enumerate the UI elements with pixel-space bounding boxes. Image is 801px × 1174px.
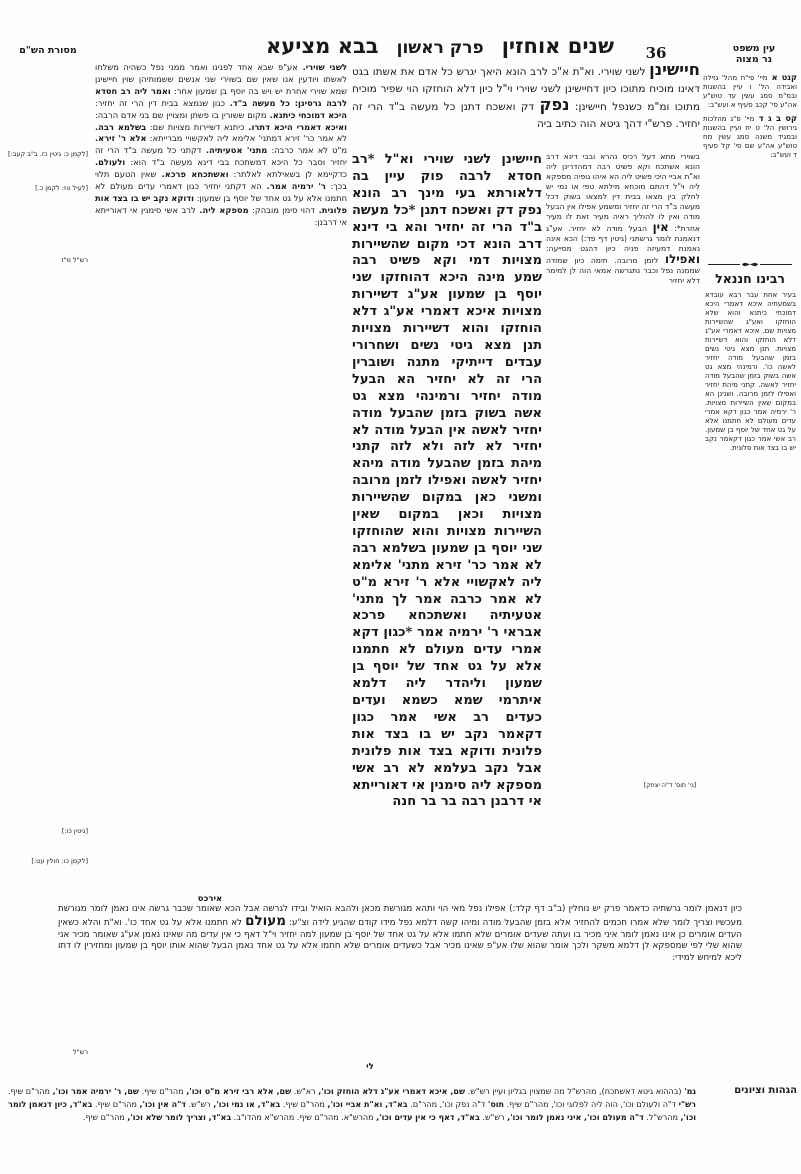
- ein-mishpat-header-label: [716, 43, 792, 65]
- masoret-note: [גיטין כו:]: [61, 827, 88, 835]
- hagahot-vetziyunim-label: הגהות וציונים: [734, 1085, 797, 1096]
- tosafot-catchword: לי: [366, 1062, 374, 1072]
- gutter-girsa-note: [גי' תוס' ד"ה יצחק]: [643, 782, 697, 789]
- perek-name-title: שנים אוחזין: [501, 33, 614, 58]
- perek-number-title: פרק ראשון: [396, 38, 484, 58]
- tosafot-col: בשוירי מתא דעל רכיס נהרא ובבי דינא דרב הונא אשתכח וקא פשיט רבה דמהדרינן ליה וא"ת אביי היכי פשיט ליה הא איהו גופיה מספקא ליה וי"ל דהתם מוכחא מילתא טפי או נמי יש לחלק בין מצאו בבית דין למצאו בשוק דכל מעשה ב"ד הרי זה יחזיר ומשמע אפילו אין הבעל מודה ואין לו להוליך ראיה מעיר זאת לו מעיר אחרת*: אין הבעל מודה לא יחזיר. אע"ג דנאמנת לומר גרשתני (גיטין דף פד:) הכא אינה נאמנת דמעיזה פניה כיון דהגט מסייעה: ואפילו לזמן מרובה. תימה כיון שמודה שממנה נפל וכבר נתגרשה אמאי הוה לן למימר דלא יחזיר: [546, 152, 700, 285]
- ein-mishpat-header-line2: נר מצוה: [735, 54, 773, 65]
- masoret-note: רש"ל: [73, 1048, 88, 1056]
- masechet-title: בבא מציעא: [266, 33, 379, 58]
- masoret-note: [לקמן כו: חולין עט:]: [31, 857, 88, 865]
- tosafot-wide: כיון דנאמן לומר גרשתיה כדאמר פרק יש נוחלין (ב"ב דף קלד:) אפילו נפל מאי הוי ותהא מגורשת מכאן ולהבא הואיל ובידו לגרשה אבל הכא שאומר שכבר גרשה אינו נאמן לומר מגורשת מעכשיו וצריך לומר שלא אמרו חכמים להחזיר אלא בזמן שהבעל מודה ומיהו קשה דלמא נפל מידו קודם שהגיע לידה וצ"ע: מעולם לא חתמנו אלא על גט אחד כו'. וא"ת והלא כשאין העדים אומרים כן אינו נאמן לומר איני מכיר בו ועתה שעדים אומרים שלא חתמו אלא על גט אחד של יוסף בן שמעון למה יחזיר וי"ל דאף כי אין עדים מה שאינו נאמן אע"ג שאומר מכיר אני שהוא שלי לפי שמספקא לן דלמא משקר ולכך אומר שהוא שלו אע"פ שאינו מכיר אבל כשעדים אומרים שלא חתמו אלא על גט אחד נאמן הבעל שהוא אותו יוסף בן שמעון ומחזירין לו דתו ליכא למיחש למידי:: [58, 904, 742, 964]
- ornament-divider-icon: [706, 256, 794, 269]
- masoret-note: רש"ל מ"ז: [61, 256, 88, 264]
- rabbeinu-chananel-title: רבינו חננאל: [715, 271, 785, 286]
- ein-mishpat-header-line1: עין משפט: [732, 43, 776, 54]
- masoret-note: [לקמן כ: גיטין כז. ב"ב קעב:]: [8, 150, 88, 158]
- rashi-column: לשני שוירי. אע"פ שבא אחד לפנינו ואמר ממני נפל כשהיה משלחו לאשתו ויודעין אנו שאין שם בשוירי שני אנשים ששמותיהן שוין חיישינן שמא שוירי אחרת יש ויש בה יוסף בן שמעון אחר: ואמר ליה רב חסדא לרבה גרסינן: כל מעשה ב"ד. כגון שנמצא בבית דין הרי זה יחזיר: היכא דמוכחי כיתנא. מקום ששורין בו פשתן ומצויין שם בני אדם הרבה: ואיכא דאמרי היכא דתרו. כיתנא דשיירות מצויות שם: בשלמא רבה. לא אמר כר' זירא דמתני' אלימא ליה לאקשויי מברייתא: אלא ר' זירא. מ"ט לא אמר כרבה: מתני' אטעיתיה. דקתני כל מעשה ב"ד הרי זה יחזיר וסבר כל היכא דמשתכח בבי דינא מעשה ב"ד הוא: ולעולם. כדקיימא לן בשאילתא לאלתר: ואשתכחא פרכא. שאין הטעם תלוי בכך: ר' ירמיה אמר. הא דקתני יחזיר כגון דאמרי עדים מעולם לא חתמנו אלא על גט אחד של יוסף בן שמעון: ודוקא נקב יש בו בצד אות פלונית. דהוי סימן מובהק: מספקא ליה. לרב אשי סימנין אי דאורייתא אי דרבנן:: [95, 62, 347, 227]
- rabbeinu-chananel-text: בעיר אחת עבר רבא עובדא בשמעתיה איכא דאמרי היכא דמוכחי כיתנא והוא שלא הוחזקו ואע"ג שהשיירות מצויות שם. איכא דאמרי אע"ג דלא הוחזקו והוא דשיירות מצויות. תנן מצא גיטי נשים בזמן שהבעל מודה יחזיר לאשה כו'. ורמינהי מצא גט אשה בשוק בזמן שהבעל מודה יחזיר לאשה. קתני מיהת יחזיר ואפילו לזמן מרובה. ושנינן הא במקום שאין השיירות מצויות. ר' ירמיה אמר כגון דקא אמרי עדים מעולם לא חתמנו אלא על גט אחד של יוסף בן שמעון. רב אשי אמר כגון דקאמר נקב יש בו בצד אות פלונית.: [705, 291, 796, 452]
- masoret-note: [לעיל טז: לקמן כ.]: [35, 184, 88, 192]
- page-header-title: [266, 33, 614, 58]
- page-number: 36: [645, 44, 667, 62]
- gemara-column: חיישינן לשני שוירי וא"ל *רב חסדא לרבה פוק עיין בה דלאורתא בעי מינך רב הונא נפק דק ואשכח דתנן *כל מעשה ב"ד הרי זה יחזיר והא בי דינא דרב הונא דכי מקום שהשיירות מצויות דמי וקא פשיט רבה שמע מינה היכא דהוחזקו שני יוסף בן שמעון אע"ג דשיירות מצויות איכא דאמרי אע"ג דלא הוחזקו והוא דשיירות מצויות תנן מצא גיטי נשים ושחרורי עבדים דייתיקי מתנה ושוברין הרי זה לא יחזיר הא הבעל מודה יחזיר ורמינהי מצא גט אשה בשוק בזמן שהבעל מודה יחזיר לאשה אין הבעל מודה לא יחזיר לא לזה ולא לזה קתני מיהת בזמן שהבעל מודה מיהא יחזיר לאשה ואפילו לזמן מרובה ומשני כאן במקום שהשיירות מצויות וכאן במקום שאין השיירות מצויות והוא שהוחזקו שני יוסף בן שמעון בשלמא רבה לא אמר כר' זירא מתני' אלימא ליה לאקשויי אלא ר' זירא מ"ט לא אמר כרבה אמר לך מתני' אטעיתיה ואשתכחא פרכא אבראי ר' ירמיה אמר *כגון דקא אמרי עדים מעולם לא חתמנו אלא על גט אחד של יוסף בן שמעון וליהדר ליה דלמא איתרמי שמא כשמא ועדים כעדים רב אשי אמר כגון דקאמר נקב יש בו בצד אות פלונית ודוקא בצד אות פלונית אבל נקב בעלמא לא רב אשי מספקא ליה סימנין אי דאורייתא אי דרבנן רבה בר בר חנה: [352, 152, 542, 810]
- ein-mishpat-notes: קנט א מיי' פי"ח מהל' גזילה ואבידה הל' ו עיין בהשגות ובמ"מ סמג עשין עד טוש"ע אה"ע סי' קכב סעיף א ועש"ב: קס ב ג ד מיי' פ"ג מהלכות גירושין הל' ט יח ועיין בהשגות ובמגיד משנה סמג עשין מח טוש"ע אה"ע שם סי' קל סעיף ד ועש"ב:: [703, 72, 798, 159]
- tosafot-top: חיישינן לשני שוירי. וא"ת א"כ לרב הונא היאך יגרש כל אדם את אשתו בגט דאינו מוכיח מתוכו כיון דחיישינן לשני שוירי וי"ל כיון דלא הוחזקו הוי שפיר מוכיח מתוכו ומ"מ כשנפל חיישינן: נפק דק ואשכח דתנן כל מעשה ב"ד הרי זה יחזיר. פרש"י דהך גיטא הוה כתיב ביה: [352, 62, 700, 130]
- hagahot-text: גמ' (בההוא גיטא דאשתכח), מהרש"ל מה שמצוין בגליון ועיין רש"ש. שם, איכא דאמרי אע"ג דלא הוחזק וכו', רא"ש. שם, אלא רבי זירא מ"ט וכו', מהר"ם שיף. שם, ר' ירמיה אמר וכו', מהר"ם שיף. רש"י ד"ה ולעולם וכו', הוה ליה לפלוגי וכו', מהר"ם שיף. תוס' ד"ה נפק וכו', מהר"ם. בא"ד, וא"ת אביי וכו', מהר"ם שיף. בא"ד, או נמי וכו', רש"ש. ד"ה אין וכו', מהר"ם שיף. בא"ד, כיון דנאמן לומר וכו', מהרש"ל. ד"ה מעולם וכו', איני נאמן לומר וכו', רש"ש. בא"ד, דאף כי אין עדים וכו', מהרש"א. מהר"ם שיף. מהרש"א מהדו"ב. בא"ד, וצריך לומר שלא וכו', מהר"ם שיף.: [8, 1087, 696, 1123]
- rashi-catchword: אירכס: [197, 894, 223, 904]
- masoret-hashas-header-label: מסורת הש"ם: [19, 45, 77, 56]
